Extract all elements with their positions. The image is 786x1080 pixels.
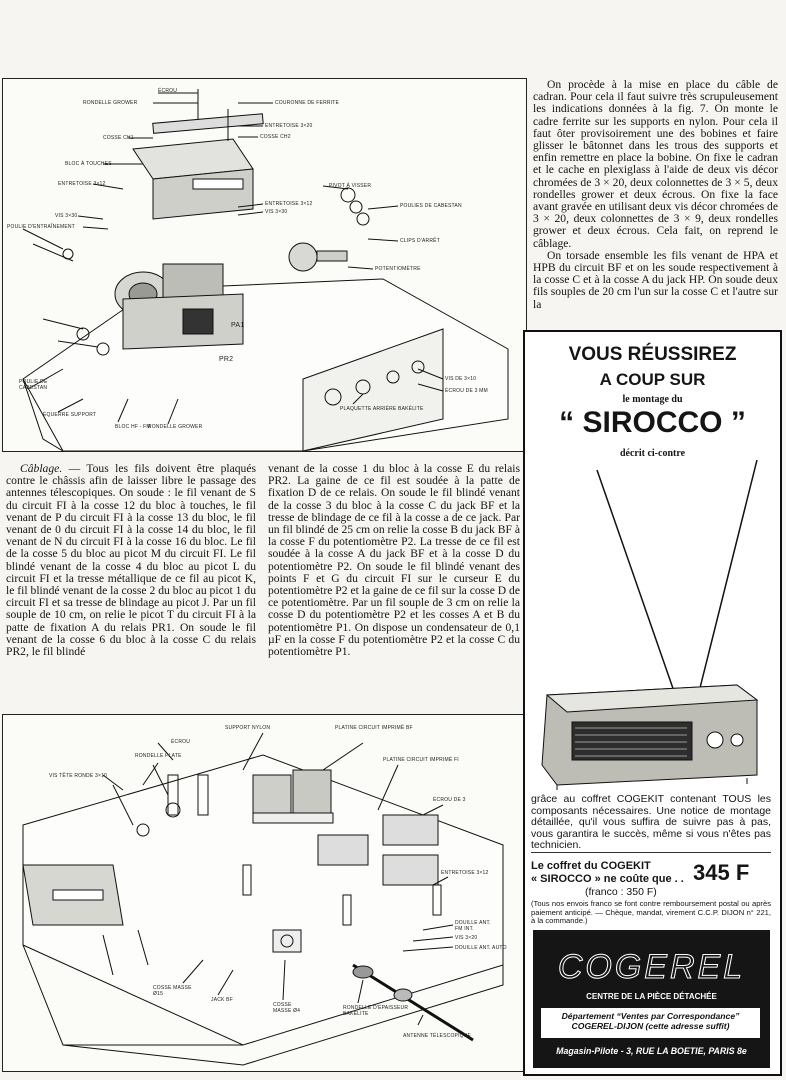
label-potentiometre: POTENTIOMÈTRE <box>375 266 421 272</box>
label-rondelle-epaisseur: RONDELLE D'ÉPAISSEUR BAKÉLITE <box>343 1005 409 1017</box>
ad-offer-line-2: « SIROCCO » ne coûte que . . <box>531 873 684 885</box>
label-plaquette-arriere: PLAQUETTE ARRIÈRE BAKÉLITE <box>340 406 424 412</box>
ad-body-text: grâce au coffret COGEKIT contenant TOUS les composants nécessaires. Une notice de montage détaillée, qu'il vous suffira de suivre pas à pas, vous garantira le succès, même si vous n'êtes pas technicien. <box>531 793 771 852</box>
label-pivot-a-visser: PIVOT À VISSER <box>329 183 372 189</box>
ad-sub-1: le montage du <box>622 394 683 405</box>
label-douille-fm: DOUILLE ANT. FM INT. <box>455 920 491 932</box>
label-poulie-entrainement: POULIE D'ENTRAÎNEMENT <box>7 224 75 230</box>
ad-product-name: “ SIROCCO ” <box>559 406 746 439</box>
cablage-heading: Câblage. <box>20 462 63 475</box>
label-cosse-ch2: COSSE CH2 <box>260 134 291 140</box>
cogerel-logo-box <box>533 930 770 1068</box>
label-ecrou: ÉCROU <box>158 88 178 94</box>
ad-note: (Tous nos envois franco se font contre remboursement postal ou après paiement anticipé. — Chèque, mandat, virement C.C.P. DIJON n° 221, à la commande.) <box>531 899 771 926</box>
label-douille-auto: DOUILLE ANT. AUTO <box>455 945 507 951</box>
label-rondelle-grower-bottom: RONDELLE GROWER <box>148 424 203 430</box>
label-jack-bf: JACK BF <box>211 997 233 1003</box>
cogerel-tagline: CENTRE DE LA PIÈCE DÉTACHÉE <box>586 992 717 1001</box>
label-support-nylon: SUPPORT NYLON <box>225 725 271 731</box>
label-entretoise-3x12-left: ENTRETOISE 3×12 <box>58 181 106 187</box>
label-entretoise-3x12-b: ENTRETOISE 3×12 <box>441 870 489 876</box>
paragraph-cablage-1: — Tous les fils doivent être plaqués contre le châssis afin de laisser libre le passage des antennes télescopiques. On soude : le fil venant de S du circuit FI à la cosse 12 du bloc à touches, le fil venant de P du circuit FI à la cosse 13 du bloc, le fil venant de 0 du circuit FI à la cosse 14 du bloc, le fil venant de N du circuit FI à la cosse 16 du bloc. Le fil de la cosse 5 du bloc au picot M du circuit FI. Le fil blindé venant de la cosse 4 du bloc au picot L du circuit FI et la tresse métallique de ce fil au picot K, le fil blindé venant de la cosse 2 du bloc au picot 1 du circuit FI et sa tresse de blindage au picot J. Par un fil souple de 10 cm, on relie le picot T du circuit FI à la patte de fixation A du relais PR1. On soude le fil venant de la cosse 6 du bloc à la cosse C du relais PR2, le fil blindé <box>6 462 256 659</box>
paragraph-cable-cadran: On procède à la mise en place du câble de cadran. Pour cela il faut suivre très scrupuleusement les indications données à la fig. 7. On monte le cadre ferrite sur les supports en nylon. Pour cela il faut ôter provisoirement une des bobines et faire glisser le bâtonnet dans les trous des supports et enfin remettre en place la bobine. On fixe le cadran et le cache en plexiglass à l'aide de deux vis décor chromées de 3 × 20, deux colonnettes de 3 × 5, deux rondelles grower et deux écrous. On fixe la face avant gravée en utilisant deux vis décor chromées de 3 × 20, deux colonnettes de 3 × 9, deux rondelles grower et deux écrous. Cela fait, on reprend le câblage. <box>533 78 778 250</box>
chassis-drawing-bottom <box>3 715 523 1071</box>
label-poulie-cabestan: POULIE DE CABESTAN <box>19 379 48 391</box>
text-column-cablage-1 <box>6 463 256 658</box>
ad-sub-2: décrit ci-contre <box>619 448 686 459</box>
label-entretoise-3x20: ENTRETOISE 3×20 <box>265 123 313 129</box>
label-rondelle-plate: RONDELLE PLATE <box>135 753 182 759</box>
label-clips-arret: CLIPS D'ARRÊT <box>400 238 440 244</box>
label-bloc-a-touches: BLOC À TOUCHES <box>65 161 112 167</box>
cogerel-dept-box <box>541 1008 760 1038</box>
ad-headline-1: VOUS RÉUSSIREZ <box>568 344 737 365</box>
label-ecrou-de-3: ÉCROU DE 3 <box>433 797 466 803</box>
label-cosse-masse-15: COSSE MASSE Ø15 <box>153 985 192 997</box>
paragraph-torsade: On torsade ensemble les fils venant de HPA et HPB du circuit BF et on les soude respectivement à la cosse C et à la cosse A du jack HP. On soude deux fils souples de 20 cm l'un sur la cosse C et l'autre sur la <box>533 248 778 311</box>
ad-price: 345 F <box>693 860 750 885</box>
label-ecrou-3mm: ÉCROU DE 3 MM <box>445 388 488 394</box>
label-entretoise-3x12-right: ENTRETOISE 3×12 <box>265 201 313 207</box>
label-vis-3x20: VIS 3×20 <box>455 935 478 941</box>
label-platine-bf: PLATINE CIRCUIT IMPRIMÉ BF <box>335 725 413 731</box>
ad-headline-2: A COUP SUR <box>599 370 706 389</box>
label-pr2: PR2 <box>219 356 234 363</box>
cogerel-dept-1: Département “Ventes par Correspondance” <box>561 1011 740 1021</box>
cogerel-store-address: Magasin-Pilote - 3, RUE LA BOETIE, PARIS 8e <box>556 1046 747 1056</box>
text-column-right-top <box>533 79 778 311</box>
figure-bottom-exploded-chassis <box>2 714 524 1072</box>
label-antenne-telescopique: ANTENNE TÉLESCOPIQUE <box>403 1033 472 1039</box>
label-pa1: PA1 <box>231 322 245 329</box>
label-ecrou-b: ÉCROU <box>171 739 191 745</box>
label-cosse-masse-4: COSSE MASSE Ø4 <box>273 1002 301 1014</box>
paragraph-cablage-2: venant de la cosse 1 du bloc à la cosse E du relais PR2. La gaine de ce fil est soudée à la patte de fixation D de ce relais. On soude le fil blindé venant de la cosse 3 du bloc à la cosse C du jack BF et la tresse de blindage de ce fil à la cosse a de ce jack. Par un fil blindé de 25 cm on relie la cosse B du jack BF à la cosse F du potentiomètre P2. La tresse de ce fil est soudée à la cosse A du jack BF et à la cosse D du potentiomètre P2. On soude le fil blindé venant des points F et G du circuit FI sur le curseur E du potentiomètre P2 et la gaine de ce fil sur la cosse D de ce potentiomètre. Par un fil souple de 3 cm on relie la cosse D du potentiomètre P2 et les cosses A et B du potentiomètre P1. On dispose un condensateur de 0,1 µF en la cosse F du potentiomètre P2 et la cosse C du potentiomètre P1. <box>268 462 520 659</box>
label-vis-tete-ronde: VIS TÊTE RONDE 3×10 <box>49 773 108 779</box>
label-rondelle-grower: RONDELLE GROWER <box>83 100 138 106</box>
label-poulies-cabestan: POULIES DE CABESTAN <box>400 203 462 209</box>
label-platine-fi: PLATINE CIRCUIT IMPRIMÉ FI <box>383 757 459 763</box>
ad-divider <box>531 852 771 853</box>
label-equerre-support: ÉQUERRE SUPPORT <box>43 412 97 418</box>
cogerel-dept-2: COGEREL-DIJON (cette adresse suffit) <box>571 1021 730 1031</box>
figure-top-exploded-chassis <box>2 78 527 452</box>
ad-offer-line-1: Le coffret du COGEKIT <box>531 860 651 872</box>
label-couronne-ferrite: COURONNE DE FERRITE <box>275 100 340 106</box>
advertisement-cogekit <box>523 330 782 1076</box>
label-vis-3x30-right: VIS 3×30 <box>265 209 288 215</box>
label-vis-3x30-left: VIS 3×30 <box>55 213 78 219</box>
label-vis-3x10: VIS DE 3×10 <box>445 376 477 382</box>
text-column-cablage-2 <box>268 463 520 658</box>
ad-franco: (franco : 350 F) <box>585 886 657 898</box>
label-cosse-ch1: COSSE CH1 <box>103 135 134 141</box>
radio-illustration <box>537 460 767 790</box>
label-bloc-hf-fm: BLOC HF - FM <box>115 424 151 430</box>
cogerel-brand: COGEREL <box>557 948 746 986</box>
